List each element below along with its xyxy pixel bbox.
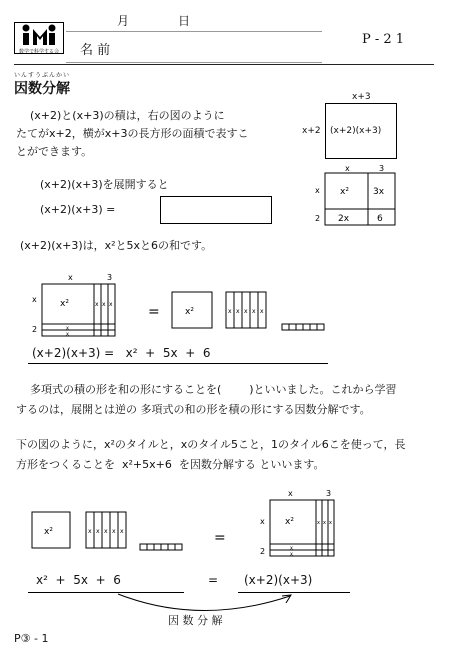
bottom-v-strip-2: x bbox=[323, 520, 326, 526]
rect1-top-label: x+3 bbox=[352, 92, 371, 102]
expand-prompt: (x+2)(x+3)を展開すると bbox=[40, 178, 169, 191]
logo-mark-icon bbox=[15, 23, 63, 45]
tile-equals: = bbox=[148, 304, 160, 320]
tile-equation: (x+2)(x+3) = x² + 5x + 6 bbox=[32, 346, 211, 360]
bottom-rhs: (x+2)(x+3) bbox=[244, 573, 313, 587]
rect2-cell-2x: 2x bbox=[338, 214, 350, 224]
logo-text: 数学で科学する会 bbox=[18, 49, 59, 55]
bottom-dim-x: x bbox=[288, 489, 293, 498]
bottom-v-strip-1: x bbox=[317, 520, 320, 526]
tile-dim-3: 3 bbox=[107, 273, 113, 282]
para3-line-1: 下の図のように，x²のタイルと，xのタイル5こと，1のタイル6こを使って，長 bbox=[16, 438, 406, 451]
name-label: 名 前 bbox=[80, 43, 111, 58]
para2-line-1: 多項式の積の形を和の形にすることを( )といいました。これから学習 bbox=[30, 383, 397, 396]
tile-dim-x-side: x bbox=[32, 295, 37, 304]
rect2-col-3: 3 bbox=[379, 164, 385, 173]
tile-h-strip-2: x bbox=[66, 331, 69, 338]
page-number: P - 2 1 bbox=[362, 32, 405, 47]
bottom-v-strip-3: x bbox=[329, 520, 332, 526]
logo bbox=[14, 22, 64, 54]
sum-sentence: (x+2)(x+3)は，x²と5xと6の和です。 bbox=[20, 239, 213, 252]
rect2-cell-6: 6 bbox=[377, 214, 383, 224]
rect2-row-x: x bbox=[315, 186, 320, 195]
bottom-dim-x-side: x bbox=[260, 517, 265, 526]
rect1-inner-label: (x+2)(x+3) bbox=[330, 126, 382, 136]
bottom-equals: = bbox=[214, 530, 226, 546]
bottom-h-strip-1: x bbox=[290, 545, 293, 552]
bottom-x-1: x bbox=[88, 528, 92, 535]
page-title: 因数分解 bbox=[14, 81, 70, 97]
intro-line-3: とができます。 bbox=[16, 145, 93, 158]
tile-sq-big-label: x² bbox=[60, 299, 69, 309]
bottom-sq-label: x² bbox=[44, 527, 53, 537]
tile-dim-2: 2 bbox=[32, 325, 38, 334]
tile-x-4: x bbox=[252, 308, 256, 315]
bottom-lhs: x² + 5x + 6 bbox=[36, 573, 121, 587]
bottom-x-4: x bbox=[112, 528, 116, 535]
tile-x-5: x bbox=[260, 308, 264, 315]
answer-box[interactable] bbox=[160, 196, 272, 224]
month-label: 月 bbox=[117, 14, 130, 28]
bottom-dim-2: 2 bbox=[260, 547, 266, 556]
day-label: 日 bbox=[178, 14, 191, 28]
rect2-row-2: 2 bbox=[315, 214, 321, 223]
title-ruby: いんすうぶんかい bbox=[14, 72, 71, 79]
rect2-cell-x2: x² bbox=[340, 187, 349, 197]
rect2-col-x: x bbox=[345, 164, 350, 173]
footer-code: P③ - 1 bbox=[14, 632, 49, 645]
rect2-outer bbox=[325, 173, 395, 225]
name-underline bbox=[66, 62, 322, 63]
tile-v-strip-1: x bbox=[95, 301, 99, 308]
bottom-eq: = bbox=[208, 573, 219, 587]
bottom-x-3: x bbox=[104, 528, 108, 535]
tile-x-2: x bbox=[236, 308, 240, 315]
tile-equation-underline bbox=[28, 363, 328, 364]
rect2-figure bbox=[305, 163, 405, 233]
bottom-x-2: x bbox=[96, 528, 100, 535]
tile-figure bbox=[30, 270, 340, 342]
expand-lhs: (x+2)(x+3) = bbox=[40, 203, 116, 216]
bottom-x-5: x bbox=[120, 528, 124, 535]
intro-line-1: (x+2)と(x+3)の積は，右の図のように bbox=[30, 109, 225, 122]
rect2-cell-3x: 3x bbox=[373, 187, 385, 197]
bottom-sq-big-label: x² bbox=[285, 517, 294, 527]
tile-h-strip-1: x bbox=[66, 325, 69, 332]
arrow-label: 因 数 分 解 bbox=[168, 614, 223, 627]
tile-v-strip-3: x bbox=[109, 301, 113, 308]
bottom-figure bbox=[28, 484, 338, 564]
date-underline bbox=[66, 31, 322, 32]
tile-x-1: x bbox=[228, 308, 232, 315]
header-rule bbox=[14, 64, 434, 65]
bottom-h-strip-2: x bbox=[290, 551, 293, 558]
tile-dim-x: x bbox=[68, 273, 73, 282]
tile-v-strip-2: x bbox=[102, 301, 106, 308]
rect1-side-label: x+2 bbox=[302, 126, 321, 136]
para3-line-2: 方形をつくることを x²+5x+6 を因数分解する といいます。 bbox=[16, 458, 325, 471]
para2-line-2: するのは，展開とは逆の 多項式の和の形を積の形にする因数分解です。 bbox=[16, 403, 371, 416]
tile-sq-single-label: x² bbox=[185, 307, 194, 317]
bottom-dim-3: 3 bbox=[326, 489, 332, 498]
intro-line-2: たてがx+2，横がx+3の長方形の面積で表すこ bbox=[16, 127, 249, 140]
tile-x-3: x bbox=[244, 308, 248, 315]
